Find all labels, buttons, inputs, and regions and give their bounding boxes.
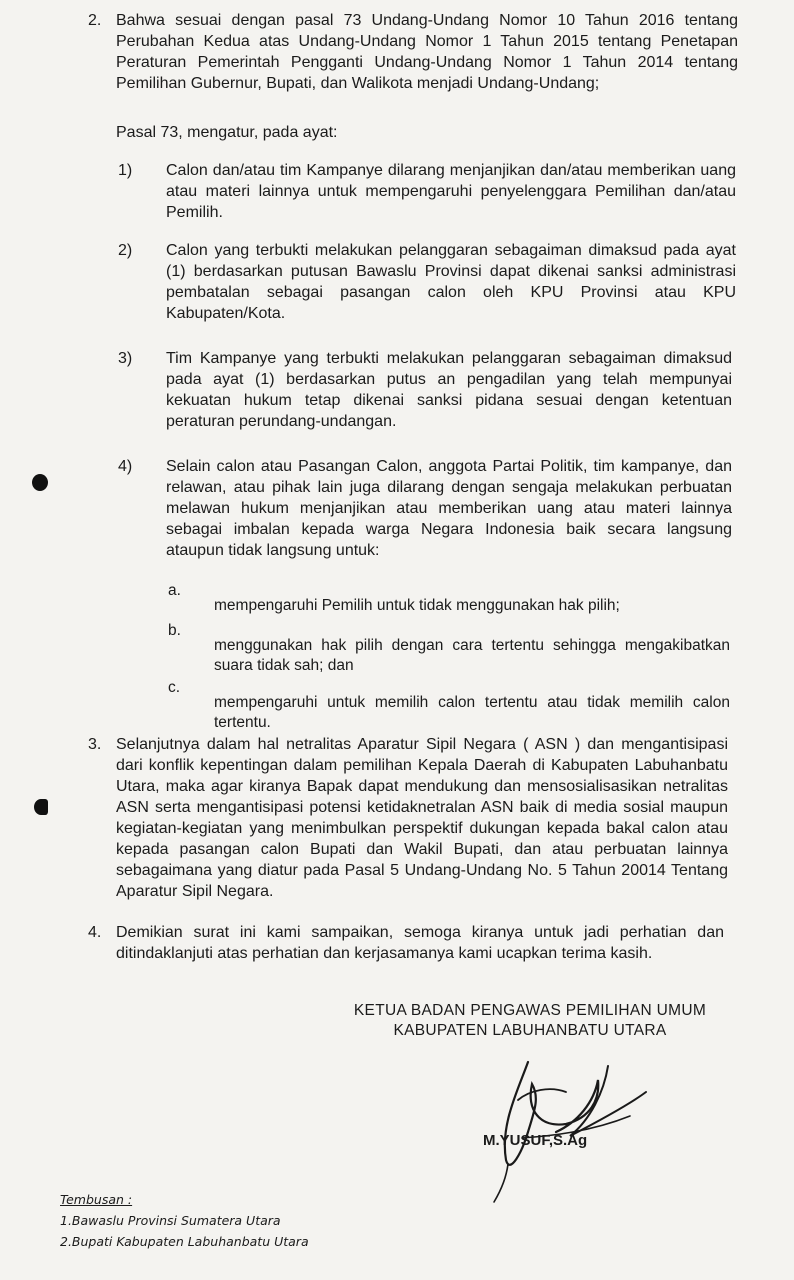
handwritten-signature	[470, 1040, 660, 1205]
sub-item-b-letter: b.	[168, 622, 181, 639]
point-2-text: Bahwa sesuai dengan pasal 73 Undang-Undang Nomor 10 Tahun 2016 tentang Perubahan Kedua atas Undang-Undang Nomor 1 Tahun 2015 tentang Penetapan Peraturan Pemerintah Pengganti Undang-Undang Nomor 1 Tahun 2014 tentang Pemilihan Gubernur, Bupati, dan Walikota menjadi Undang-Undang;	[116, 12, 738, 92]
tembusan-title: Tembusan :	[60, 1192, 133, 1207]
point-4-text: Demikian surat ini kami sampaikan, semoga kiranya untuk jadi perhatian dan ditindaklanjuti atas perhatian dan kerjasamanya kami ucapkan terima kasih.	[116, 924, 724, 962]
pasal-heading: Pasal 73, mengatur, pada ayat:	[116, 124, 338, 141]
signatory-name: M.YUSUF,S.Ag	[483, 1132, 588, 1149]
signatory-title-line1: KETUA BADAN PENGAWAS PEMILIHAN UMUM	[353, 1002, 707, 1019]
ayat-2-number: 2)	[118, 242, 133, 259]
ayat-1-number: 1)	[118, 162, 133, 179]
margin-punch-mark	[34, 799, 48, 815]
ayat-2-text: Calon yang terbukti melakukan pelanggaran sebagaiman dimaksud pada ayat (1) berdasarkan putusan Bawaslu Provinsi dapat dikenai sanksi administrasi pembatalan sebagai pasangan calon oleh KPU Provinsi atau KPU Kabupaten/Kota.	[166, 242, 736, 322]
point-2-number: 2.	[88, 12, 102, 29]
tembusan-item: 1.Bawaslu Provinsi Sumatera Utara	[60, 1213, 281, 1228]
tembusan-item: 2.Bupati Kabupaten Labuhanbatu Utara	[60, 1234, 309, 1249]
point-3-text: Selanjutnya dalam hal netralitas Aparatur Sipil Negara ( ASN ) dan mengantisipasi dari konflik kepentingan dalam pemilihan Kepala Daerah di Kabupaten Labuhanbatu Utara, maka agar kiranya Bapak dapat mendukung dan mensosialisasikan netralitas ASN serta mengantisipasi potensi ketidaknetralan ASN baik di media sosial maupun kegiatan-kegiatan yang menimbulkan perspektif dukungan kepada bakal calon atau kepada pasangan calon Bupati dan Wakil Bupati, dan atau perbuatan lainnya sebagaimana yang diatur pada Pasal 5 Undang-Undang No. 5 Tahun 20014 Tentang Aparatur Sipil Negara.	[116, 736, 728, 900]
point-4-number: 4.	[88, 924, 102, 941]
point-3-number: 3.	[88, 736, 102, 753]
ayat-3-number: 3)	[118, 350, 133, 367]
sub-item-b-text: menggunakan hak pilih dengan cara tertentu sehingga mengakibatkan suara tidak sah; dan	[214, 636, 730, 674]
ayat-1-text: Calon dan/atau tim Kampanye dilarang menjanjikan dan/atau memberikan uang atau materi lainnya untuk mempengaruhi penyelenggara Pemilihan dan/atau Pemilih.	[166, 162, 736, 221]
ayat-4-text: Selain calon atau Pasangan Calon, anggota Partai Politik, tim kampanye, dan relawan, atau pihak lain juga dilarang dengan sengaja melakukan perbuatan melawan hukum menjanjikan atau memberikan uang atau materi lainnya sebagai imbalan kepada warga Negara Indonesia baik secara langsung ataupun tidak langsung untuk:	[166, 458, 732, 559]
ayat-3-text: Tim Kampanye yang terbukti melakukan pelanggaran sebagaiman dimaksud pada ayat (1) berdasarkan putus an pengadilan yang telah mempunyai kekuatan hukum tetap dikenai sanksi pidana sesuai dengan ketentuan peraturan perundang-undangan.	[166, 350, 732, 430]
signatory-title-line2: KABUPATEN LABUHANBATU UTARA	[393, 1022, 667, 1039]
sub-item-c-text: mempengaruhi untuk memilih calon tertentu atau tidak memilih calon tertentu.	[214, 693, 730, 731]
margin-punch-mark	[32, 474, 48, 491]
sub-item-a-text: mempengaruhi Pemilih untuk tidak menggunakan hak pilih;	[214, 596, 620, 614]
sub-item-c-letter: c.	[168, 679, 181, 696]
ayat-4-number: 4)	[118, 458, 133, 475]
sub-item-a-letter: a.	[168, 582, 181, 599]
